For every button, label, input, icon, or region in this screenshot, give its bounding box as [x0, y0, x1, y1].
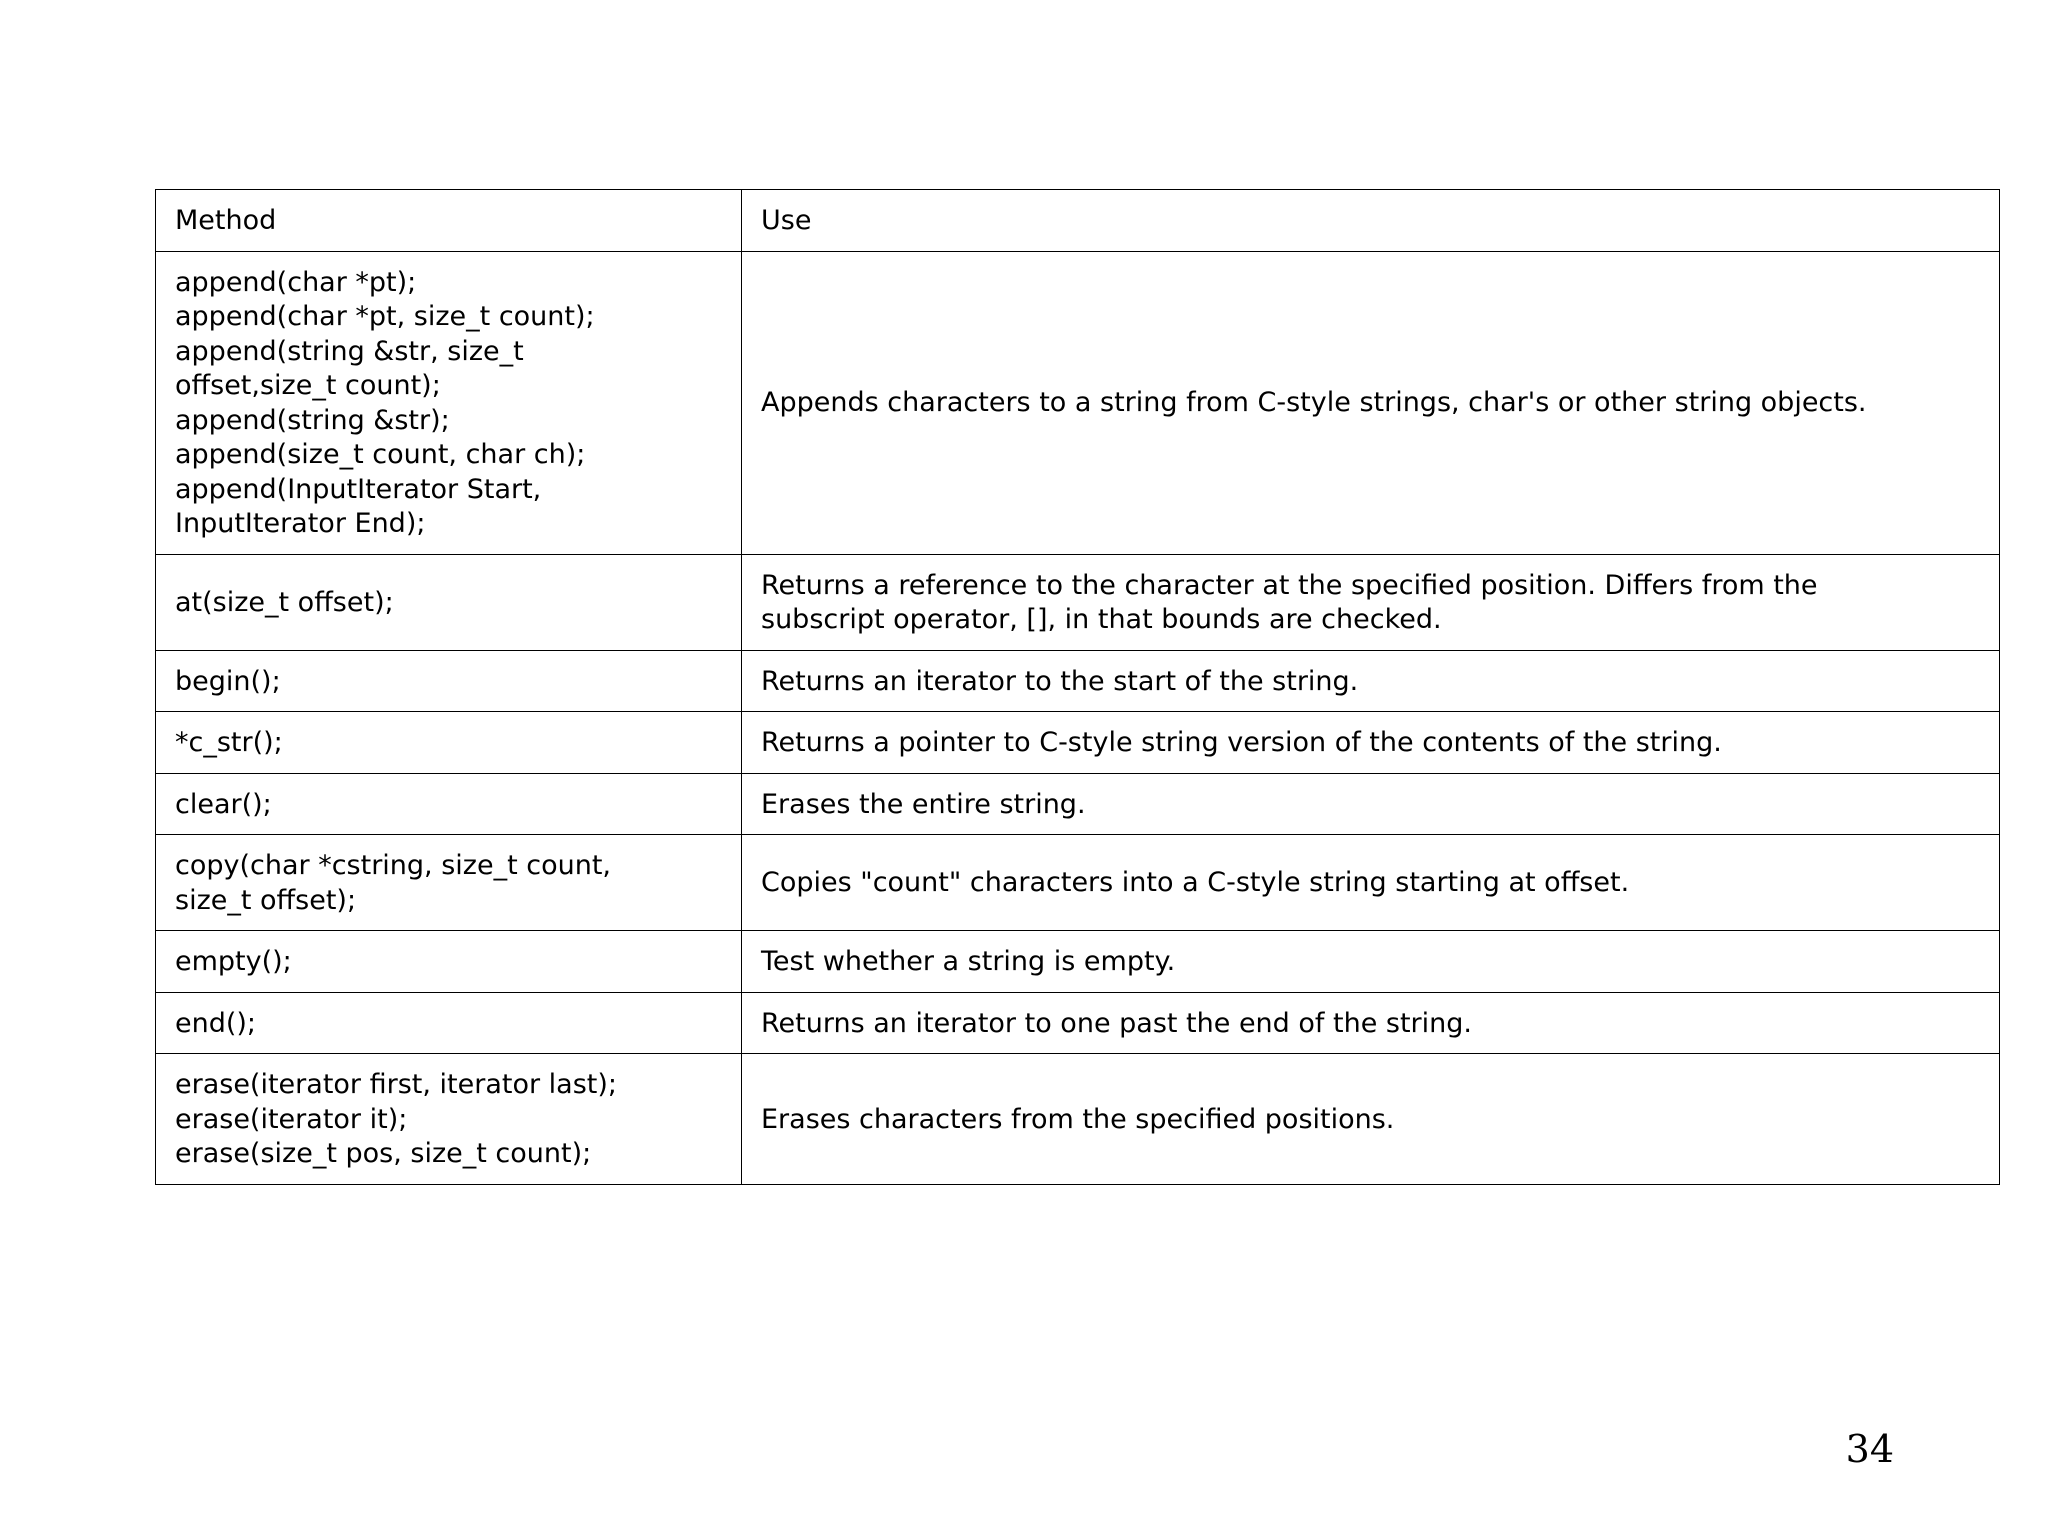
use-cell: Returns a pointer to C-style string version of the contents of the string. — [742, 712, 2000, 774]
table-row — [156, 835, 2000, 931]
table-row — [156, 251, 2000, 554]
method-cell: empty(); — [156, 931, 742, 993]
use-cell: Test whether a string is empty. — [742, 931, 2000, 993]
table-row — [156, 554, 2000, 650]
use-cell: Appends characters to a string from C-style strings, char's or other string objects. — [742, 251, 2000, 554]
method-cell: clear(); — [156, 773, 742, 835]
use-cell: Returns an iterator to one past the end of the string. — [742, 992, 2000, 1054]
methods-table — [155, 189, 2000, 1185]
column-header-method: Method — [156, 190, 742, 252]
method-cell: erase(iterator first, iterator last); erase(iterator it); erase(size_t pos, size_t count); — [156, 1054, 742, 1185]
method-cell: at(size_t offset); — [156, 554, 742, 650]
use-cell: Copies "count" characters into a C-style string starting at offset. — [742, 835, 2000, 931]
use-cell: Erases characters from the specified positions. — [742, 1054, 2000, 1185]
use-cell: Erases the entire string. — [742, 773, 2000, 835]
method-cell: copy(char *cstring, size_t count, size_t offset); — [156, 835, 742, 931]
table-header-row — [156, 190, 2000, 252]
table-row — [156, 650, 2000, 712]
page-number: 34 — [1845, 1427, 1894, 1471]
use-cell: Returns an iterator to the start of the string. — [742, 650, 2000, 712]
table-row — [156, 712, 2000, 774]
use-cell: Returns a reference to the character at the specified position. Differs from the subscript operator, [], in that bounds are checked. — [742, 554, 2000, 650]
column-header-use: Use — [742, 190, 2000, 252]
method-cell: *c_str(); — [156, 712, 742, 774]
table-row — [156, 1054, 2000, 1185]
method-cell: end(); — [156, 992, 742, 1054]
table-row — [156, 773, 2000, 835]
method-cell: append(char *pt); append(char *pt, size_t count); append(string &str, size_t offset,size_t count); append(string &str); append(size_t count, char ch); append(InputIterator Start, InputIterator End); — [156, 251, 742, 554]
table-row — [156, 931, 2000, 993]
method-cell: begin(); — [156, 650, 742, 712]
table-row — [156, 992, 2000, 1054]
